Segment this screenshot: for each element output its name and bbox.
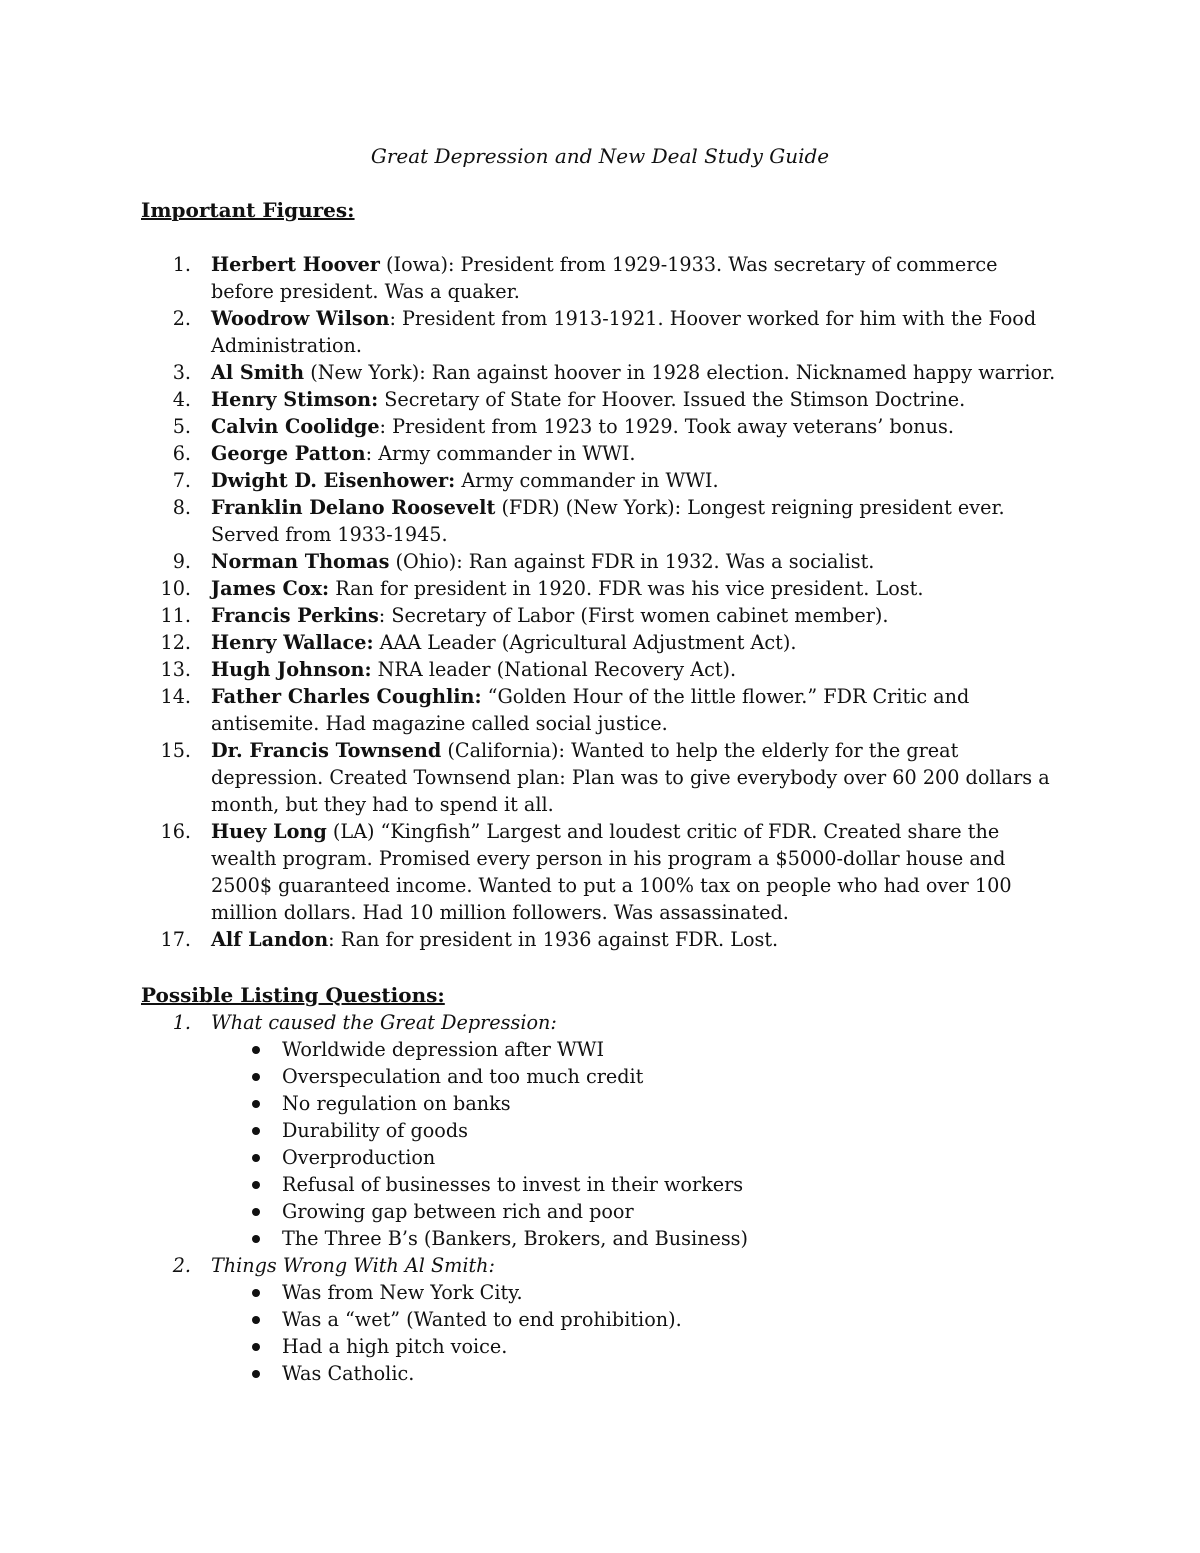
figure-number: 10.: [160, 577, 191, 600]
answer-text: The Three B’s (Bankers, Brokers, and Business): [282, 1227, 749, 1250]
figure-description: : Secretary of Labor (First women cabinet member).: [378, 604, 889, 627]
bullet-icon: [252, 1127, 260, 1135]
bullet-icon: [252, 1073, 260, 1081]
answer-bullet: [141, 1360, 1061, 1387]
figure-description: NRA leader (National Recovery Act).: [371, 658, 737, 681]
bullet-icon: [252, 1046, 260, 1054]
answer-bullets: [141, 1279, 1061, 1387]
bullet-icon: [252, 1181, 260, 1189]
figure-number: 15.: [160, 739, 191, 762]
figure-number: 6.: [172, 442, 191, 465]
question-line: [141, 1252, 1061, 1279]
figure-description: (Iowa): President from 1929-1933. Was secretary of commerce before president. Was a quaker.: [211, 253, 998, 303]
figure-name: Franklin Delano Roosevelt: [211, 496, 496, 519]
figure-name: George Patton: [211, 442, 366, 465]
answer-text: Overspeculation and too much credit: [282, 1065, 644, 1088]
questions-heading: Possible Listing Questions:: [141, 983, 445, 1007]
question-item: [141, 1252, 1061, 1387]
answer-text: Worldwide depression after WWI: [282, 1038, 605, 1061]
figure-description: Secretary of State for Hoover. Issued the Stimson Doctrine.: [378, 388, 966, 411]
figure-name: Alf Landon: [211, 928, 329, 951]
answer-text: Durability of goods: [282, 1119, 468, 1142]
figure-description: AAA Leader (Agricultural Adjustment Act).: [373, 631, 797, 654]
figure-number: 5.: [172, 415, 191, 438]
figure-name: Hugh Johnson:: [211, 658, 372, 681]
answer-bullet: [141, 1225, 1061, 1252]
figure-number: 3.: [172, 361, 191, 384]
question-item: [141, 1009, 1061, 1252]
answer-text: Was from New York City.: [282, 1281, 523, 1304]
answer-text: Had a high pitch voice.: [282, 1335, 508, 1358]
answer-text: Refusal of businesses to invest in their workers: [282, 1173, 744, 1196]
figure-item: [141, 575, 1061, 602]
answer-text: Was Catholic.: [282, 1362, 415, 1385]
answer-bullet: [141, 1333, 1061, 1360]
figure-description: (FDR) (New York): Longest reigning president ever. Served from 1933-1945.: [211, 496, 1005, 546]
figure-number: 4.: [172, 388, 191, 411]
figure-number: 8.: [172, 496, 191, 519]
answer-bullet: [141, 1198, 1061, 1225]
figure-name: Calvin Coolidge: [211, 415, 380, 438]
answer-bullets: [141, 1036, 1061, 1252]
figure-name: Norman Thomas: [211, 550, 390, 573]
figure-item: [141, 494, 1061, 548]
figure-description: Ran for president in 1920. FDR was his vice president. Lost.: [329, 577, 924, 600]
answer-bullet: [141, 1279, 1061, 1306]
figure-item: [141, 818, 1061, 926]
figure-name: Father Charles Coughlin:: [211, 685, 482, 708]
figure-description: : Ran for president in 1936 against FDR. Lost.: [328, 928, 779, 951]
figure-name: Dr. Francis Townsend: [211, 739, 442, 762]
figure-item: [141, 251, 1061, 305]
figure-number: 11.: [160, 604, 191, 627]
figure-description: Army commander in WWI.: [455, 469, 719, 492]
answer-text: No regulation on banks: [282, 1092, 511, 1115]
figure-name: James Cox:: [211, 577, 330, 600]
figure-number: 14.: [160, 685, 191, 708]
figure-number: 17.: [160, 928, 191, 951]
bullet-icon: [252, 1100, 260, 1108]
figure-description: (California): Wanted to help the elderly for the great depression. Created Townsend plan: Plan was to give everybody over 60 200 dollars a month, but they had to spend it all.: [211, 739, 1050, 816]
figure-item: [141, 629, 1061, 656]
question-line: [141, 1009, 1061, 1036]
document-title: Great Depression and New Deal Study Guide: [370, 144, 830, 168]
question-text: What caused the Great Depression:: [211, 1011, 557, 1034]
figure-item: [141, 548, 1061, 575]
figure-item: [141, 440, 1061, 467]
figure-number: 1.: [172, 253, 191, 276]
figure-number: 7.: [172, 469, 191, 492]
bullet-icon: [252, 1208, 260, 1216]
figure-number: 12.: [160, 631, 191, 654]
figure-item: [141, 467, 1061, 494]
figure-name: Henry Wallace:: [211, 631, 374, 654]
answer-bullet: [141, 1036, 1061, 1063]
figures-list: [141, 251, 1061, 953]
figure-item: [141, 413, 1061, 440]
figure-item: [141, 683, 1061, 737]
figure-name: Herbert Hoover: [211, 253, 380, 276]
question-number: 2.: [172, 1254, 191, 1277]
figure-name: Woodrow Wilson: [211, 307, 390, 330]
answer-bullet: [141, 1090, 1061, 1117]
bullet-icon: [252, 1154, 260, 1162]
figure-name: Huey Long: [211, 820, 327, 843]
figure-item: [141, 386, 1061, 413]
figure-number: 16.: [160, 820, 191, 843]
answer-text: Growing gap between rich and poor: [282, 1200, 634, 1223]
answer-text: Was a “wet” (Wanted to end prohibition).: [282, 1308, 682, 1331]
answer-bullet: [141, 1306, 1061, 1333]
bullet-icon: [252, 1316, 260, 1324]
answer-text: Overproduction: [282, 1146, 436, 1169]
question-number: 1.: [172, 1011, 191, 1034]
figure-description: “Golden Hour of the little flower.” FDR Critic and antisemite. Had magazine called social justice.: [211, 685, 970, 735]
figures-heading: Important Figures:: [141, 198, 355, 222]
figure-description: (LA) “Kingfish” Largest and loudest critic of FDR. Created share the wealth program. Promised every person in his program a $5000-dollar house and 2500$ guaranteed income. Wanted to put a 100% tax on people who had over 100 million dollars. Had 10 million followers. Was assassinated.: [211, 820, 1012, 924]
figure-name: Francis Perkins: [211, 604, 379, 627]
bullet-icon: [252, 1343, 260, 1351]
figure-item: [141, 305, 1061, 359]
figure-description: : Army commander in WWI.: [365, 442, 636, 465]
answer-bullet: [141, 1063, 1061, 1090]
figure-description: : President from 1913-1921. Hoover worked for him with the Food Administration.: [211, 307, 1037, 357]
figure-item: [141, 656, 1061, 683]
figure-description: : President from 1923 to 1929. Took away veterans’ bonus.: [379, 415, 954, 438]
figure-description: (New York): Ran against hoover in 1928 election. Nicknamed happy warrior.: [304, 361, 1056, 384]
figure-name: Henry Stimson:: [211, 388, 379, 411]
figure-number: 2.: [172, 307, 191, 330]
questions-list: [141, 1009, 1061, 1387]
figure-item: [141, 926, 1061, 953]
bullet-icon: [252, 1370, 260, 1378]
figure-name: Al Smith: [211, 361, 305, 384]
figure-item: [141, 602, 1061, 629]
bullet-icon: [252, 1235, 260, 1243]
figure-item: [141, 737, 1061, 818]
bullet-icon: [252, 1289, 260, 1297]
answer-bullet: [141, 1117, 1061, 1144]
answer-bullet: [141, 1144, 1061, 1171]
answer-bullet: [141, 1171, 1061, 1198]
question-text: Things Wrong With Al Smith:: [211, 1254, 495, 1277]
figure-name: Dwight D. Eisenhower:: [211, 469, 456, 492]
figure-item: [141, 359, 1061, 386]
figure-description: (Ohio): Ran against FDR in 1932. Was a socialist.: [389, 550, 875, 573]
figure-number: 13.: [160, 658, 191, 681]
figure-number: 9.: [172, 550, 191, 573]
